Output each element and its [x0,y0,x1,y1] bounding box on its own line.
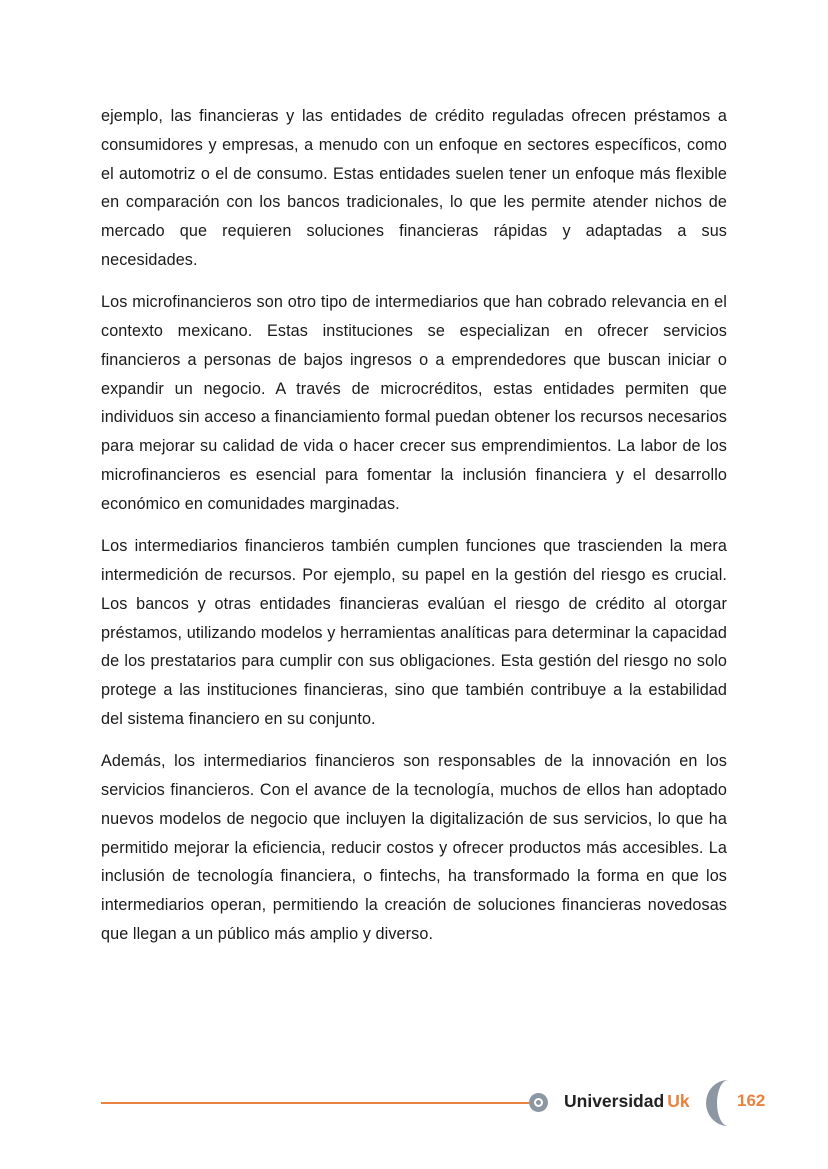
paragraph: ejemplo, las financieras y las entidades de crédito reguladas ofrecen préstamos a consumidores y empresas, a menudo con un enfoque en sectores específicos, como el automotriz o el de consumo. Estas entidades suelen tener un enfoque más flexible en comparación con los bancos tradicionales, lo que les permite atender nichos de mercado que requieren soluciones financieras rápidas y adaptadas a sus necesidades. [101,107,727,269]
paragraph: Los intermediarios financieros también cumplen funciones que trascienden la mera intermedición de recursos. Por ejemplo, su papel en la gestión del riesgo es crucial. Los bancos y otras entidades financieras evalúan el riesgo de crédito al otorgar préstamos, utilizando modelos y herramientas analíticas para determinar la capacidad de los prestatarios para cumplir con sus obligaciones. Esta gestión del riesgo no solo protege a las instituciones financieras, sino que también contribuye a la estabilidad del sistema financiero en su conjunto. [101,537,727,728]
brand-name: Universidad [564,1091,665,1111]
footer-brand [564,1091,690,1112]
brand-accent: Uk [667,1091,690,1111]
page-body [101,102,727,962]
paragraph: Los microfinancieros son otro tipo de intermediarios que han cobrado relevancia en el contexto mexicano. Estas instituciones se especializan en ofrecer servicios financieros a personas de bajos ingresos o a emprendedores que buscan iniciar o expandir un negocio. A través de microcréditos, estas entidades permiten que individuos sin acceso a financiamiento formal puedan obtener los recursos necesarios para mejorar su calidad de vida o hacer crecer sus emprendimientos. La labor de los microfinancieros es esencial para fomentar la inclusión financiera y el desarrollo económico en comunidades marginadas. [101,293,727,513]
footer-divider [101,1102,529,1104]
page-number: 162 [737,1091,766,1110]
circle-bullet-icon [529,1093,548,1112]
paragraph: Además, los intermediarios financieros son responsables de la innovación en los servicios financieros. Con el avance de la tecnología, muchos de ellos han adoptado nuevos modelos de negocio que incluyen la digitalización de sus servicios, lo que ha permitido mejorar la eficiencia, reducir costos y ofrecer productos más accesibles. La inclusión de tecnología financiera, o fintechs, ha transformado la forma en que los intermediarios operan, permitiendo la creación de soluciones financieras novedosas que llegan a un público más amplio y diverso. [101,752,727,944]
